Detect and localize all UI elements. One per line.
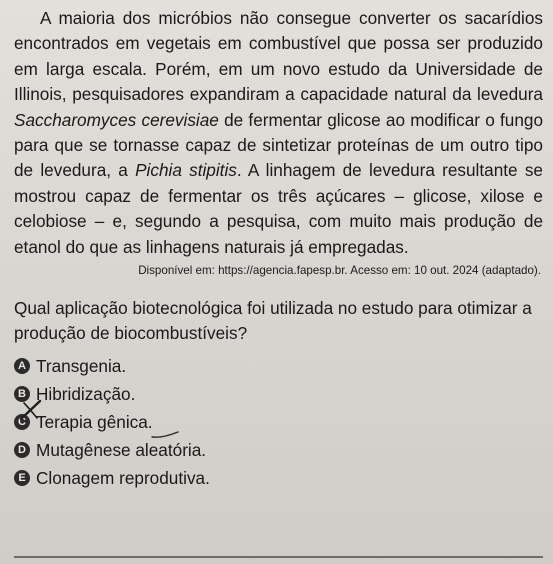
option-a[interactable]: [14, 352, 543, 380]
option-letter-badge: A: [14, 358, 30, 374]
option-text: Hibridização.: [36, 383, 136, 404]
answer-options: [14, 352, 543, 492]
option-text: Clonagem reprodutiva.: [36, 467, 210, 488]
bottom-divider: [14, 556, 543, 558]
species-name-saccharomyces: Saccharomyces cerevisiae: [14, 109, 219, 130]
passage-text: [14, 6, 543, 260]
option-d[interactable]: [14, 436, 543, 464]
passage-part-2: de fermentar glicose ao modificar o fungo para que se tornasse capaz de sintetizar proteínas de um outro tipo de levedura, a: [14, 109, 543, 181]
question-text: Qual aplicação biotecnológica foi utilizada no estudo para otimizar a produção de biocombustíveis?: [14, 298, 532, 344]
passage-part-3: . A linhagem de levedura resultante se mostrou capaz de fermentar os três açúcares – glicose, xilose e celobiose – e, segundo a pesquisa, com muito mais produção de etanol do que as linhagens naturais já empregadas.: [14, 160, 543, 257]
option-text: Terapia gênica.: [36, 411, 153, 432]
passage-part-1: A maioria dos micróbios não consegue converter os sacarídios encontrados em vegetais em combustível que possa ser produzido em larga escala. Porém, em um novo estudo da Universidade de Illinois, pesquisadores expandiram a capacidade natural da levedura: [14, 8, 543, 105]
option-letter-badge: D: [14, 442, 30, 458]
source-citation: Disponível em: https://agencia.fapesp.br. Acesso em: 10 out. 2024 (adaptado).: [138, 264, 541, 278]
option-letter-badge: E: [14, 470, 30, 486]
option-b[interactable]: [14, 380, 543, 408]
option-e[interactable]: [14, 464, 543, 492]
option-text: Transgenia.: [36, 355, 127, 376]
option-letter-badge: C: [14, 414, 30, 430]
option-text: Mutagênese aleatória.: [36, 439, 207, 460]
species-name-pichia: Pichia stipitis: [135, 160, 237, 181]
option-c[interactable]: [14, 408, 543, 436]
option-letter-badge: B: [14, 386, 30, 402]
